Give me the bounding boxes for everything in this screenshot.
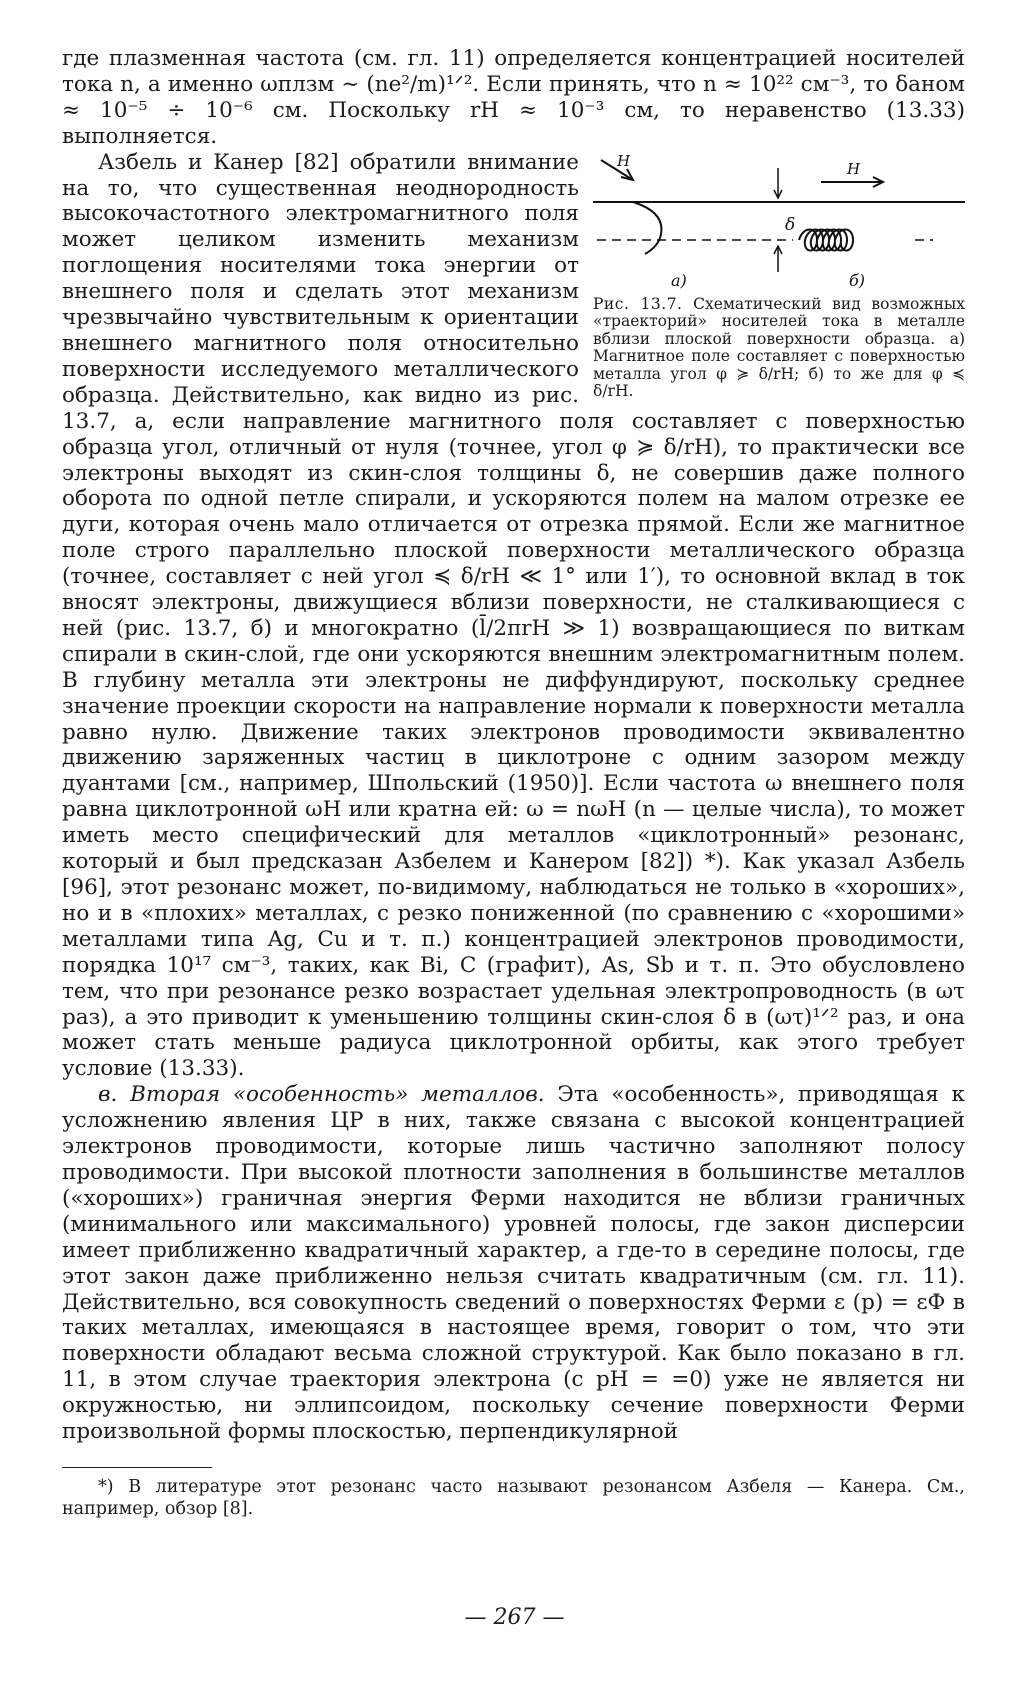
page-number: — 267 —	[464, 1605, 565, 1630]
figure-13-7	[593, 154, 965, 401]
trajectory-diagram	[593, 154, 965, 294]
page-body	[62, 46, 965, 1520]
figure-caption	[593, 296, 965, 401]
figure-caption-text: Схематический вид возможных «траекторий» носителей тока в металле вблизи плоской поверхности образца. а) Магнитное поле составляет с поверхностью металла угол φ ≽ δ/rH; б) то же для φ ≼ δ/rH.	[593, 294, 965, 401]
paragraph-3	[62, 1082, 965, 1445]
paragraph-2: Азбель и Канер [82] обратили внимание на то, что существенная неоднородность высокочастотного электромагнитного поля может целиком изменить механизм поглощения носителями тока энергии от внешнего поля и сделать этот механизм чрезвычайно чувствительным к ориентации внешнего магнитного поля относительно поверхности исследуемого металлического образца. Действительно, как видно из рис. 13.7, а, если направление магнитного поля составляет с поверхностью образца угол, отличный от нуля (точнее, угол φ ≽ δ/rH), то практически все электроны выходят из скин-слоя толщины δ, не совершив даже полного оборота по одной петле спирали, и ускоряются полем на малом отрезке ее дуги, которая очень мало отличается от отрезка прямой. Если же магнитное поле строго параллельно плоской поверхности металлического образца (точнее, составляет с ней угол ≼ δ/rH ≪ 1° или 1′), то основной вклад в ток вносят электроны, движущиеся вблизи поверхности, не сталкивающиеся с ней (рис. 13.7, б) и многократно (l̄/2πrH ≫ 1) возвращающиеся по виткам спирали в скин-слой, где они ускоряются внешним электромагнитным полем. В глубину металла эти электроны не диффундируют, поскольку среднее значение проекции скорости на направление нормали к поверхности металла равно нулю. Движение таких электронов проводимости эквивалентно движению заряженных частиц в циклотроне с одним зазором между дуантами [см., например, Шпольский (1950)]. Если частота ω внешнего поля равна циклотронной ωH или кратна ей: ω = nωH (n — целые числа), то может иметь место специфический для металлов «циклотронный» резонанс, который и был предсказан Азбелем и Канером [82]) *). Как указал Азбель [96], этот резонанс может, по-видимому, наблюдаться не только в «хороших», но и в «плохих» металлах, с резко пониженной (по сравнению с «хорошими» металлами типа Ag, Cu и т. п.) концентрацией электронов проводимости, порядка 10¹⁷ см⁻³, таких, как Bi, C (графит), As, Sb и т. п. Это обусловлено тем, что при резонансе резко возрастает удельная электропроводность (в ωτ раз), а это приводит к уменьшению толщины скин-слоя δ в (ωτ)¹ᐟ² раз, и она может стать меньше радиуса циклотронной орбиты, как этого требует условие (13.33).	[62, 149, 965, 1082]
field-label-a: H	[617, 153, 631, 170]
figure-caption-number: Рис. 13.7.	[593, 294, 683, 313]
field-label-b: H	[847, 159, 861, 178]
label-b: б)	[849, 270, 866, 290]
trajectory-b-spiral	[799, 229, 853, 250]
footnote: *) В литературе этот резонанс часто называют резонансом Азбеля — Канера. См., например, обзор [8].	[62, 1476, 965, 1519]
footnote-rule	[62, 1467, 212, 1468]
label-a: а)	[671, 270, 687, 290]
paragraph-1: где плазменная частота (см. гл. 11) определяется концентрацией носителей тока n, а именно ωплзм ∼ (ne²/m)¹ᐟ². Если принять, что n ≈ 10²² см⁻³, то δаном ≈ 10⁻⁵ ÷ 10⁻⁶ см. Поскольку rH ≈ 10⁻³ см, то неравенство (13.33) выполняется.	[62, 46, 965, 149]
paragraph-3-text: Эта «особенность», приводящая к усложнению явления ЦР в них, также связана с высокой концентрацией электронов проводимости, которые лишь частично заполняют полосу проводимости. При высокой плотности заполнения в большинстве металлов («хороших») граничная энергия Ферми находится не вблизи граничных (минимального или максимального) уровней полосы, где закон дисперсии имеет приближенно квадратичный характер, а где-то в середине полосы, где этот закон даже приближенно нельзя считать квадратичным (см. гл. 11). Действительно, вся совокупность сведений о поверхностях Ферми ε (p) = εФ в таких металлах, имеющаяся в настоящее время, говорит о том, что эти поверхности обладают весьма сложной структурой. Как было показано в гл. 11, в этом случае траектория электрона (с pH = =0) уже не является ни окружностью, ни эллипсоидом, поскольку сечение поверхности Ферми произвольной формы плоскостью, перпендикулярной	[62, 1082, 965, 1445]
trajectory-a	[633, 202, 661, 254]
section-heading-v: в. Вторая «особенность» металлов.	[98, 1082, 545, 1108]
delta-label: δ	[785, 214, 796, 235]
